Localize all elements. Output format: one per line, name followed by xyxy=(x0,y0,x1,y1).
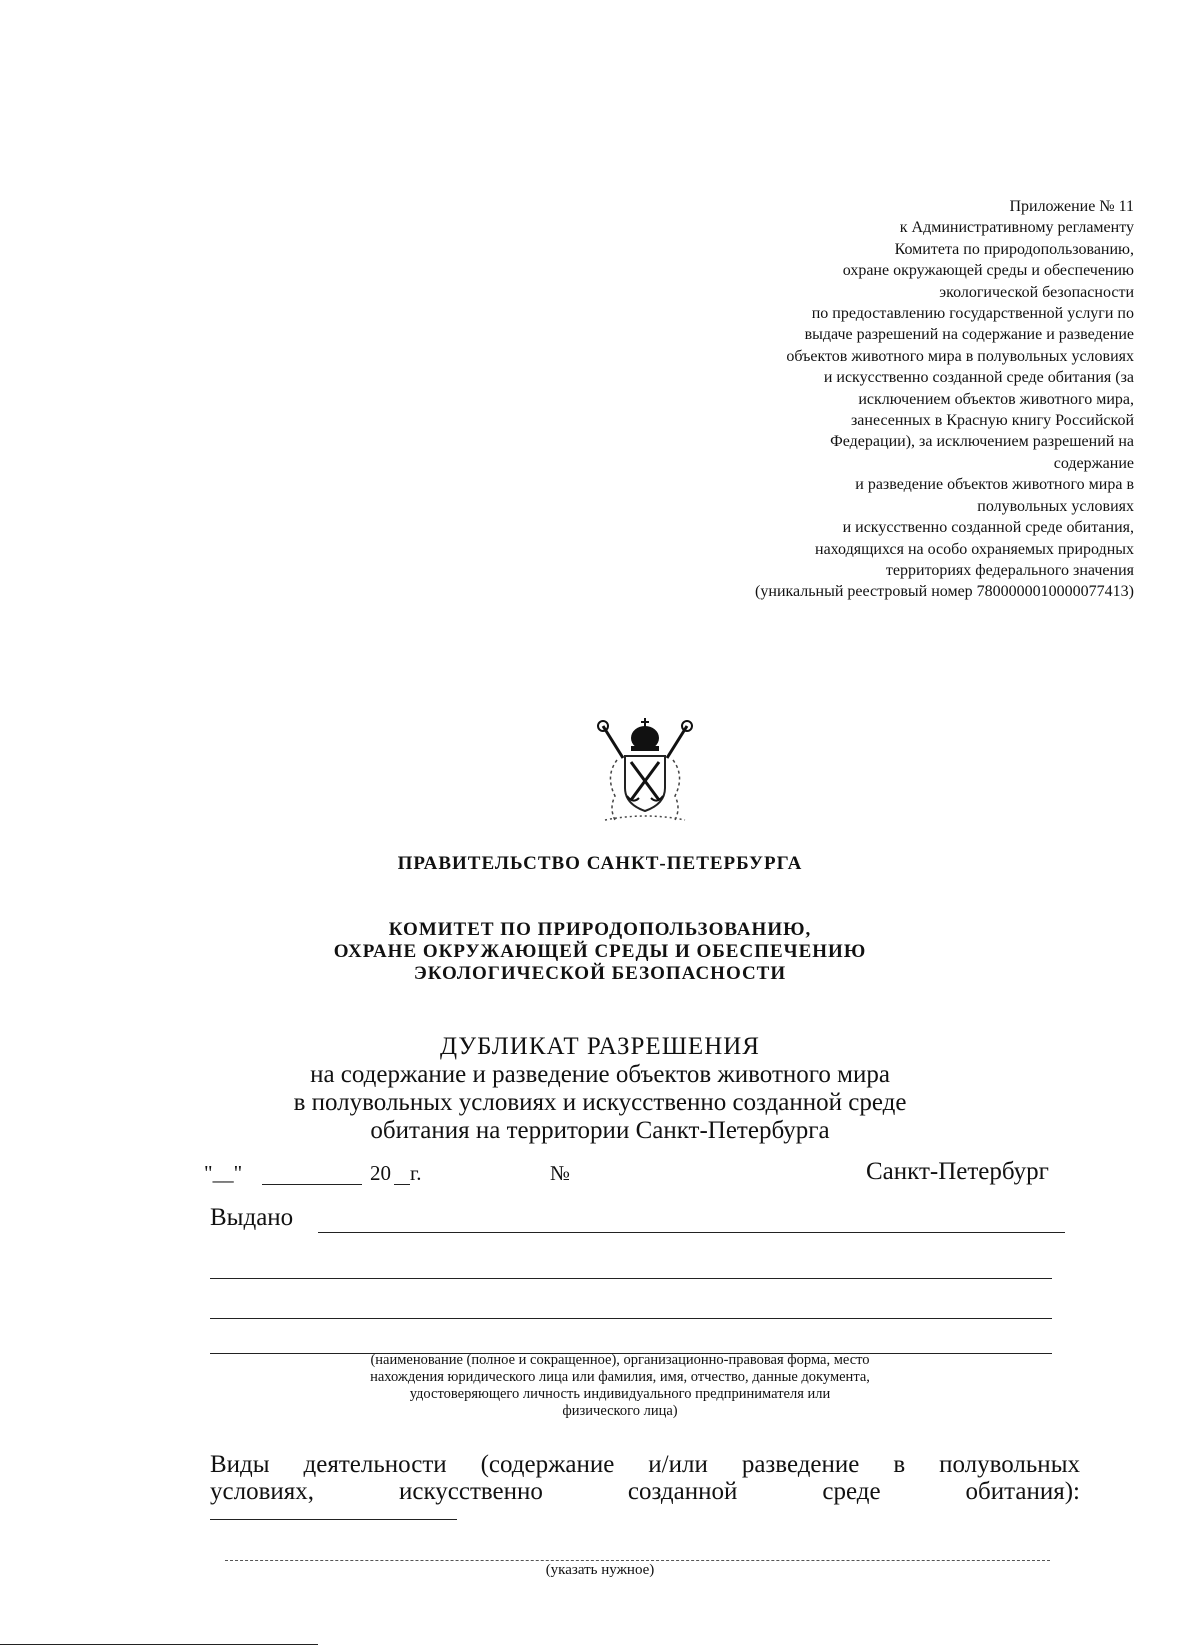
appendix-line: охране окружающей среды и обеспечению xyxy=(842,262,1134,280)
activities-dashed-line xyxy=(225,1560,1050,1561)
issued-label: Выдано xyxy=(210,1204,294,1231)
date-month-line xyxy=(262,1184,362,1185)
appendix-line: выдаче разрешений на содержание и разведение xyxy=(804,326,1134,344)
title-main: ДУБЛИКАТ РАЗРЕШЕНИЯ xyxy=(440,1033,760,1060)
title-line: на содержание и разведение объектов животного мира xyxy=(310,1061,890,1088)
coat-of-arms-icon xyxy=(595,716,695,826)
appendix-line: и искусственно созданной среде обитания (за xyxy=(823,369,1134,387)
appendix-line: Федерации), за исключением разрешений на xyxy=(830,433,1134,451)
date-year-line xyxy=(394,1184,410,1185)
issued-line xyxy=(210,1318,1052,1319)
appendix-line: Комитета по природопользованию, xyxy=(894,240,1134,258)
title-line: обитания на территории Санкт-Петербурга xyxy=(370,1117,830,1144)
issued-line xyxy=(210,1278,1052,1279)
activities-line: условиях, искусственно созданной среде обитания): xyxy=(210,1478,1080,1505)
activities-text xyxy=(210,1451,1080,1505)
appendix-line: экологической безопасности xyxy=(939,283,1134,301)
appendix-line: и искусственно созданной среде обитания, xyxy=(842,519,1134,537)
number-sign: № xyxy=(550,1161,571,1185)
city: Санкт-Петербург xyxy=(866,1158,1049,1185)
appendix-line: к Административному регламенту xyxy=(899,219,1134,237)
document-title xyxy=(0,1033,1200,1145)
committee-heading xyxy=(0,919,1200,985)
issued-line xyxy=(318,1232,1065,1233)
note-line: физического лица) xyxy=(562,1403,678,1419)
appendix-line: исключением объектов животного мира, xyxy=(858,390,1134,408)
appendix-line: содержание xyxy=(1053,454,1134,472)
date-year-prefix: 20 xyxy=(370,1161,391,1185)
note-line: нахождения юридического лица или фамилия, имя, отчество, данные документа, xyxy=(370,1369,870,1385)
note-line: (наименование (полное и сокращенное), организационно-правовая форма, место xyxy=(370,1352,870,1368)
appendix-line: находящихся на особо охраняемых природных xyxy=(815,540,1134,558)
date-day: "__" xyxy=(204,1161,243,1185)
footnote-rule xyxy=(0,1644,318,1645)
appendix-line: и разведение объектов животного мира в xyxy=(855,476,1134,494)
appendix-line: Приложение № 11 xyxy=(1009,198,1134,215)
committee-line: ЭКОЛОГИЧЕСКОЙ БЕЗОПАСНОСТИ xyxy=(413,963,787,984)
committee-line: ОХРАНЕ ОКРУЖАЮЩЕЙ СРЕДЫ И ОБЕСПЕЧЕНИЮ xyxy=(333,941,867,962)
activities-line-short xyxy=(210,1519,457,1520)
specify-note: (указать нужное) xyxy=(545,1562,655,1578)
government-heading: ПРАВИТЕЛЬСТВО САНКТ-ПЕТЕРБУРГА xyxy=(397,853,803,874)
appendix-line: объектов животного мира в полувольных условиях xyxy=(786,347,1134,365)
title-line: в полувольных условиях и искусственно созданной среде xyxy=(293,1089,907,1116)
issued-note xyxy=(220,1352,1020,1420)
committee-line: КОМИТЕТ ПО ПРИРОДОПОЛЬЗОВАНИЮ, xyxy=(388,919,812,940)
appendix-line: полувольных условиях xyxy=(977,497,1134,515)
appendix-line: территориях федерального значения xyxy=(885,561,1134,579)
appendix-line: занесенных в Красную книгу Российской xyxy=(850,412,1134,430)
activities-line: Виды деятельности (содержание и/или разведение в полувольных xyxy=(210,1451,1080,1478)
note-line: удостоверяющего личность индивидуального предпринимателя или xyxy=(409,1386,831,1402)
appendix-header xyxy=(574,196,1134,603)
appendix-line: (уникальный реестровый номер 7800000010000077413) xyxy=(755,583,1134,601)
appendix-line: по предоставлению государственной услуги по xyxy=(811,305,1134,323)
date-year-suffix: г. xyxy=(410,1161,422,1185)
